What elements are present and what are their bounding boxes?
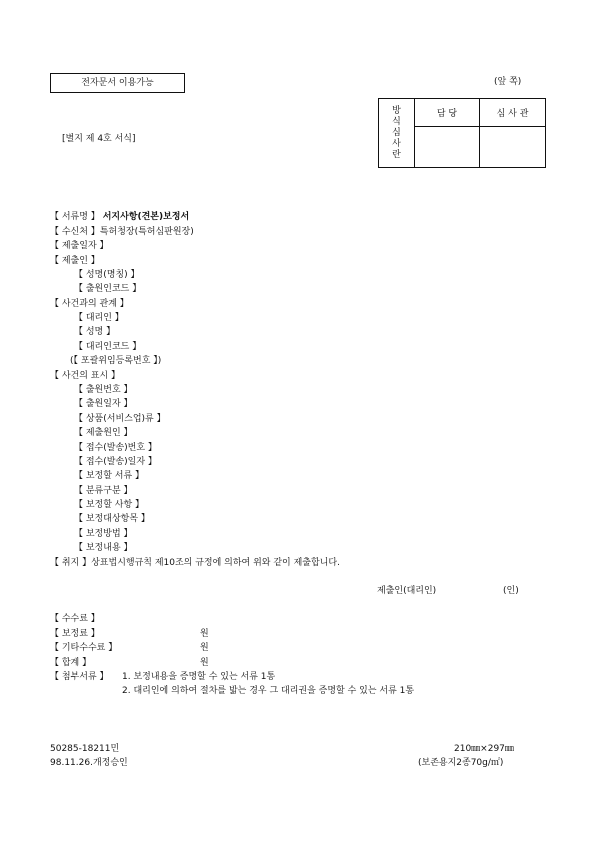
- correction-fee-row: [50, 630, 100, 639]
- case-item: 【 접수(발송)일자 】: [74, 457, 157, 467]
- submit-date: 【 제출일자 】: [50, 241, 109, 251]
- case-item: 【 보정방법 】: [74, 529, 133, 539]
- submitter-code: 【 출원인코드 】: [74, 284, 142, 294]
- case-item: 【 보정할 사항 】: [74, 500, 145, 510]
- case-item: 【 상품(서비스업)류 】: [74, 414, 166, 424]
- approval-examiner-signature-cell: [480, 127, 546, 168]
- case-item: 【 출원번호 】: [74, 385, 133, 395]
- total-unit: 원: [200, 658, 209, 668]
- doc-name-row: [50, 213, 189, 222]
- electronic-document-label-text: 전자문서 이용가능: [81, 77, 154, 88]
- approval-side-label: [379, 99, 415, 168]
- paper-type: (보존용지2종70g/㎡): [418, 758, 504, 768]
- case-item: 【 보정대상항목 】: [74, 514, 150, 524]
- side-char: 방: [392, 105, 401, 116]
- agent: 【 대리인 】: [74, 313, 124, 323]
- paper-size: 210㎜×297㎜: [454, 744, 514, 754]
- approval-box: [378, 98, 546, 168]
- approval-staff-signature-cell: [415, 127, 480, 168]
- form-number: [별지 제 4호 서식]: [62, 134, 136, 144]
- approval-col-staff: 담 당: [415, 99, 480, 127]
- front-side-label: (앞 쪽): [494, 77, 522, 87]
- purpose-statement: 【 취지 】상표법시행규칙 제10조의 규정에 의하여 위와 같이 제출합니다.: [50, 558, 340, 568]
- case-display: 【 사건의 표시 】: [50, 371, 121, 381]
- case-item: 【 보정내용 】: [74, 543, 133, 553]
- agent-comprehensive-number: (【 포괄위임등록번호 】): [70, 356, 162, 366]
- submitter-name: 【 성명(명칭) 】: [74, 270, 140, 280]
- correction-fee-unit: 원: [200, 629, 209, 639]
- agent-code: 【 대리인코드 】: [74, 342, 142, 352]
- electronic-document-label: [50, 73, 185, 93]
- submitter: 【 제출인 】: [50, 256, 100, 266]
- fee-label: 【 수수료 】: [50, 614, 100, 624]
- correction-fee-label: 【 보정료 】: [50, 629, 100, 639]
- approval-col-examiner: 심 사 관: [480, 99, 546, 127]
- attachment-item: 1. 보정내용을 증명할 수 있는 서류 1통: [122, 672, 276, 682]
- total-label: 【 합계 】: [50, 658, 92, 668]
- side-char: 란: [392, 149, 401, 160]
- approval-date: 98.11.26.개정승인: [50, 758, 128, 768]
- side-char: 심: [392, 127, 401, 138]
- relation: 【 사건과의 관계 】: [50, 299, 129, 309]
- signer-label: 제출인(대리인): [377, 586, 437, 596]
- other-fee-unit: 원: [200, 643, 209, 653]
- attachment-item: 2. 대리인에 의하여 절차를 밟는 경우 그 대리권을 증명할 수 있는 서류 1통: [122, 686, 415, 696]
- side-char: 식: [392, 116, 401, 127]
- other-fee-label: 【 기타수수료 】: [50, 643, 118, 653]
- form-code: 50285-18211민: [50, 744, 120, 754]
- case-item: 【 출원일자 】: [74, 399, 133, 409]
- recipient: 【 수신처 】특허청장(특허심판원장): [50, 227, 194, 237]
- seal-label: (인): [503, 586, 519, 596]
- attachments-label: 【 첨부서류 】: [50, 672, 109, 682]
- doc-name-value: 서지사항(견본)보정서: [102, 212, 190, 222]
- side-char: 사: [392, 138, 401, 149]
- case-item: 【 보정할 서류 】: [74, 471, 145, 481]
- agent-name: 【 성명 】: [74, 327, 116, 337]
- doc-name-label: 【 서류명 】: [50, 212, 100, 222]
- case-item: 【 분류구분 】: [74, 486, 133, 496]
- case-item: 【 접수(발송)번호 】: [74, 443, 157, 453]
- case-item: 【 제출원인 】: [74, 428, 133, 438]
